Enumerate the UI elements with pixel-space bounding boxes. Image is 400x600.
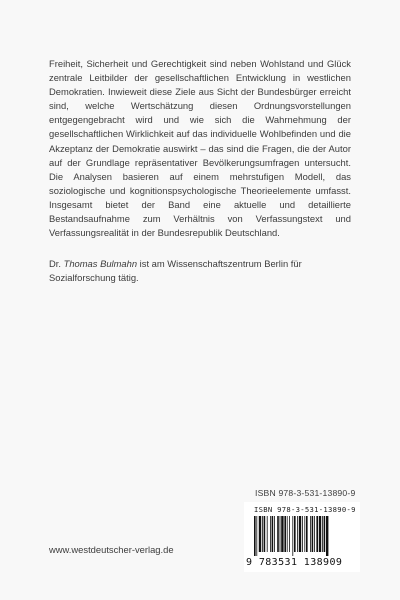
barcode-bar	[306, 516, 308, 552]
barcode-bar	[267, 516, 268, 552]
barcode-bar	[304, 516, 305, 552]
blurb-text: Freiheit, Sicherheit und Gerechtigkeit sind neben Wohlstand und Glück zentrale Leitbilder der gesellschaftlichen Entwicklung in westlichen Demokratien. Inwieweit diese Ziele aus Sicht der Bundesbürger erreicht sind, welche Wertschätzung diesen Ordnungsvorstellungen entgegengebracht wird und wie sich die Wahrnehmung der gesellschaftlichen Wirklichkeit auf das individuelle Wohlbefinden und die Akzeptanz der Demokratie auswirkt – das sind die Fragen, die der Autor auf der Grundlage repräsentativer Bevölkerungsumfragen untersucht. Die Analysen basieren auf einem mehrstufigen Modell, das soziologische und kognitionspsychologische Theorieelemente umfasst. Insgesamt bietet der Band eine aktuelle und detaillierte Bestandsaufnahme zum Verhältnis von Verfassungstext und Verfassungsrealität in der Bundesrepublik Deutschland.	[49, 58, 351, 239]
author-affiliation: ist am Wissenschaftszentrum Berlin für Sozialforschung tätig.	[49, 258, 302, 284]
barcode-bar	[302, 516, 303, 552]
barcode-bar	[274, 516, 275, 552]
barcode-bar	[272, 516, 274, 552]
barcode-bar	[312, 516, 314, 552]
barcode-bar	[289, 516, 290, 552]
barcode-isbn-text: ISBN 978-3-531-13890-9	[254, 505, 356, 514]
barcode-bar	[270, 516, 271, 552]
barcode-bar	[326, 516, 328, 556]
barcode-bar	[280, 516, 281, 552]
barcode-bar	[299, 516, 301, 552]
barcode-bar	[281, 516, 283, 552]
barcode-digits: 9 783531 138909	[246, 557, 343, 568]
barcode-bar	[254, 516, 256, 556]
barcode-bar	[292, 516, 293, 556]
barcode-bar	[256, 516, 257, 556]
barcode-bar	[324, 516, 326, 552]
author-note	[49, 257, 351, 285]
publisher-website: www.westdeutscher-verlag.de	[49, 544, 174, 555]
barcode-bar	[287, 516, 288, 552]
barcode	[244, 502, 360, 572]
barcode-bar	[284, 516, 286, 552]
barcode-bar	[310, 516, 311, 552]
barcode-bar	[316, 516, 318, 552]
barcode-bar	[322, 516, 323, 552]
barcode-bar	[297, 516, 298, 552]
barcode-bar	[264, 516, 266, 552]
barcode-bars	[254, 516, 350, 556]
author-name: Thomas Bulmahn	[63, 258, 138, 269]
barcode-bar	[277, 516, 279, 552]
isbn-label: ISBN 978-3-531-13890-9	[255, 488, 356, 498]
author-prefix: Dr.	[49, 258, 64, 269]
barcode-bar	[262, 516, 263, 552]
barcode-bar	[259, 516, 261, 552]
barcode-bar	[314, 516, 315, 552]
barcode-bar	[294, 516, 296, 552]
barcode-bar	[319, 516, 321, 552]
